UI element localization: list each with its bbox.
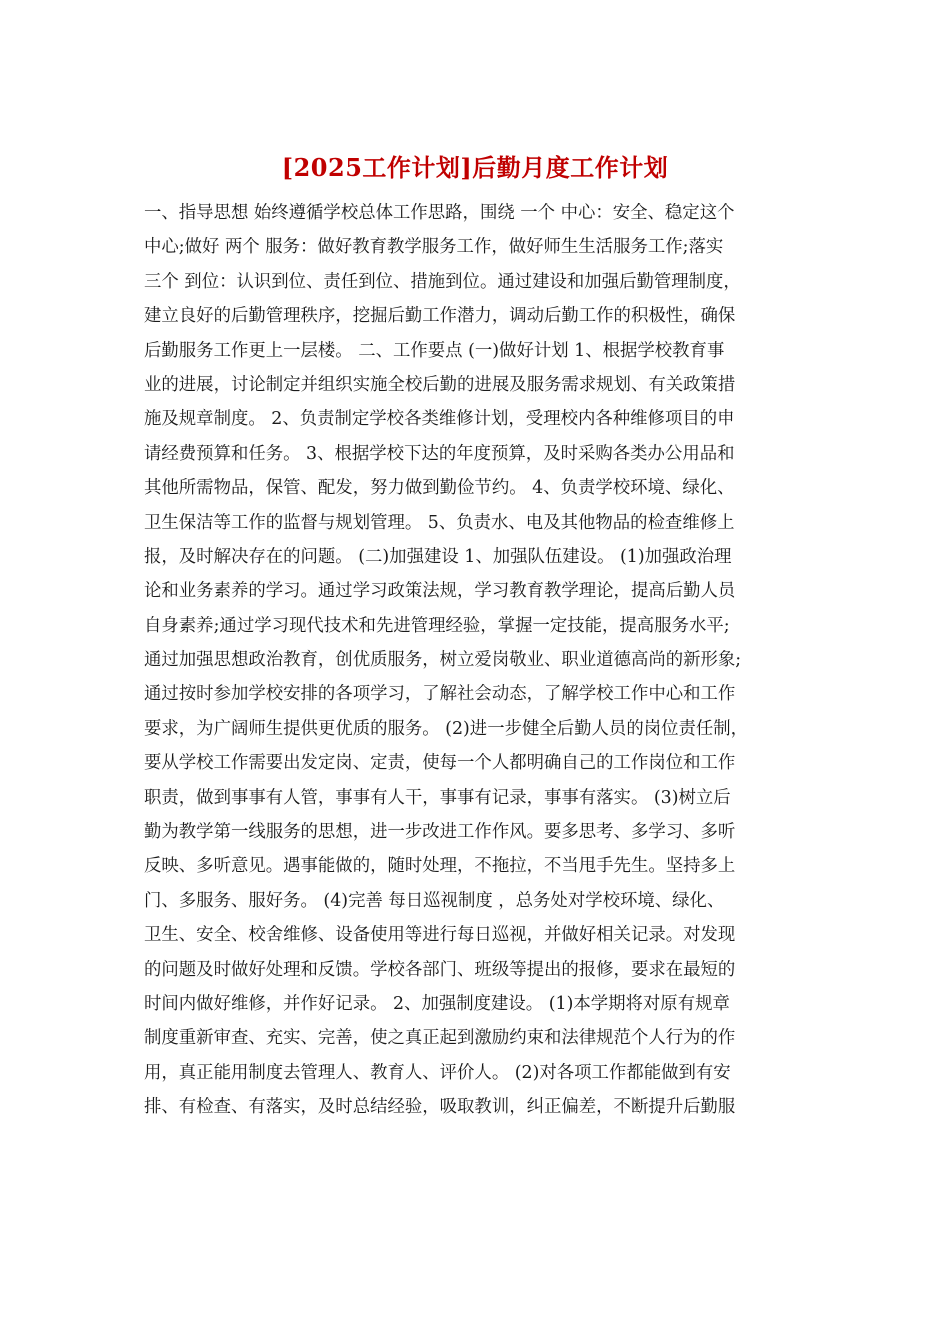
body-line: 勤为教学第一线服务的思想，进一步改进工作作风。要多思考、多学习、多听 — [144, 822, 736, 843]
body-line: 排、有检查、有落实，及时总结经验，吸取教训，纠正偏差，不断提升后勤服 — [144, 1097, 736, 1118]
body-line: 时间内做好维修，并作好记录。 2、加强制度建设。 (1)本学期将对原有规章 — [144, 993, 730, 1014]
body-line: 卫生保洁等工作的监督与规划管理。 5、负责水、电及其他物品的检查维修上 — [144, 512, 735, 533]
document-title: [2025工作计划]后勤月度工作计划 — [281, 153, 669, 182]
body-line: 通过加强思想政治教育，创优质服务，树立爱岗敬业、职业道德高尚的新形象; — [144, 650, 742, 671]
body-line: 门、多服务、服好务。 (4)完善 每日巡视制度 ，总务处对学校环境、绿化、 — [144, 890, 725, 911]
body-line: 其他所需物品，保管、配发，努力做到勤俭节约。 4、负责学校环境、绿化、 — [144, 478, 735, 499]
body-line: 要求，为广阔师生提供更优质的服务。 (2)进一步健全后勤人员的岗位责任制， — [144, 718, 749, 739]
body-line: 施及规章制度。 2、负责制定学校各类维修计划，受理校内各种维修项目的申 — [144, 409, 735, 430]
body-line: 的问题及时做好处理和反馈。学校各部门、班级等提出的报修，要求在最短的 — [144, 959, 736, 980]
body-line: 自身素养;通过学习现代技术和先进管理经验，掌握一定技能，提高服务水平; — [144, 615, 730, 636]
body-line: 业的进展，讨论制定并组织实施全校后勤的进展及服务需求规划、有关政策措 — [144, 374, 736, 395]
body-line: 中心;做好 两个 服务：做好教育教学服务工作，做好师生生活服务工作;落实 — [144, 237, 724, 258]
body-line: 卫生、安全、校舍维修、设备使用等进行每日巡视，并做好相关记录。对发现 — [144, 925, 736, 946]
body-line: 通过按时参加学校安排的各项学习，了解社会动态，了解学校工作中心和工作 — [144, 684, 736, 705]
body-line: 三个 到位：认识到位、责任到位、措施到位。通过建设和加强后勤管理制度， — [144, 271, 741, 292]
body-line: 报，及时解决存在的问题。 (二)加强建设 1、加强队伍建设。 (1)加强政治理 — [144, 546, 732, 567]
body-line: 请经费预算和任务。 3、根据学校下达的年度预算，及时采购各类办公用品和 — [144, 443, 735, 464]
body-line: 制度重新审查、充实、完善，使之真正起到激励约束和法律规范个人行为的作 — [144, 1028, 736, 1049]
body-line: 论和业务素养的学习。通过学习政策法规，学习教育教学理论，提高后勤人员 — [144, 581, 736, 602]
body-line: 后勤服务工作更上一层楼。 二、工作要点 (一)做好计划 1、根据学校教育事 — [144, 340, 725, 361]
body-line: 反映、多听意见。遇事能做的，随时处理，不拖拉，不当甩手先生。坚持多上 — [144, 856, 736, 877]
body-line: 用，真正能用制度去管理人、教育人、评价人。 (2)对各项工作都能做到有安 — [144, 1062, 731, 1083]
body-line: 职责，做到事事有人管，事事有人干，事事有记录，事事有落实。 (3)树立后 — [144, 787, 731, 808]
body-line: 一、指导思想 始终遵循学校总体工作思路，围绕 一个 中心：安全、稳定这个 — [144, 203, 735, 223]
body-line: 建立良好的后勤管理秩序，挖掘后勤工作潜力，调动后勤工作的积极性，确保 — [144, 306, 736, 327]
document-body — [144, 196, 808, 1125]
body-line: 要从学校工作需要出发定岗、定责，使每一个人都明确自己的工作岗位和工作 — [144, 753, 736, 774]
